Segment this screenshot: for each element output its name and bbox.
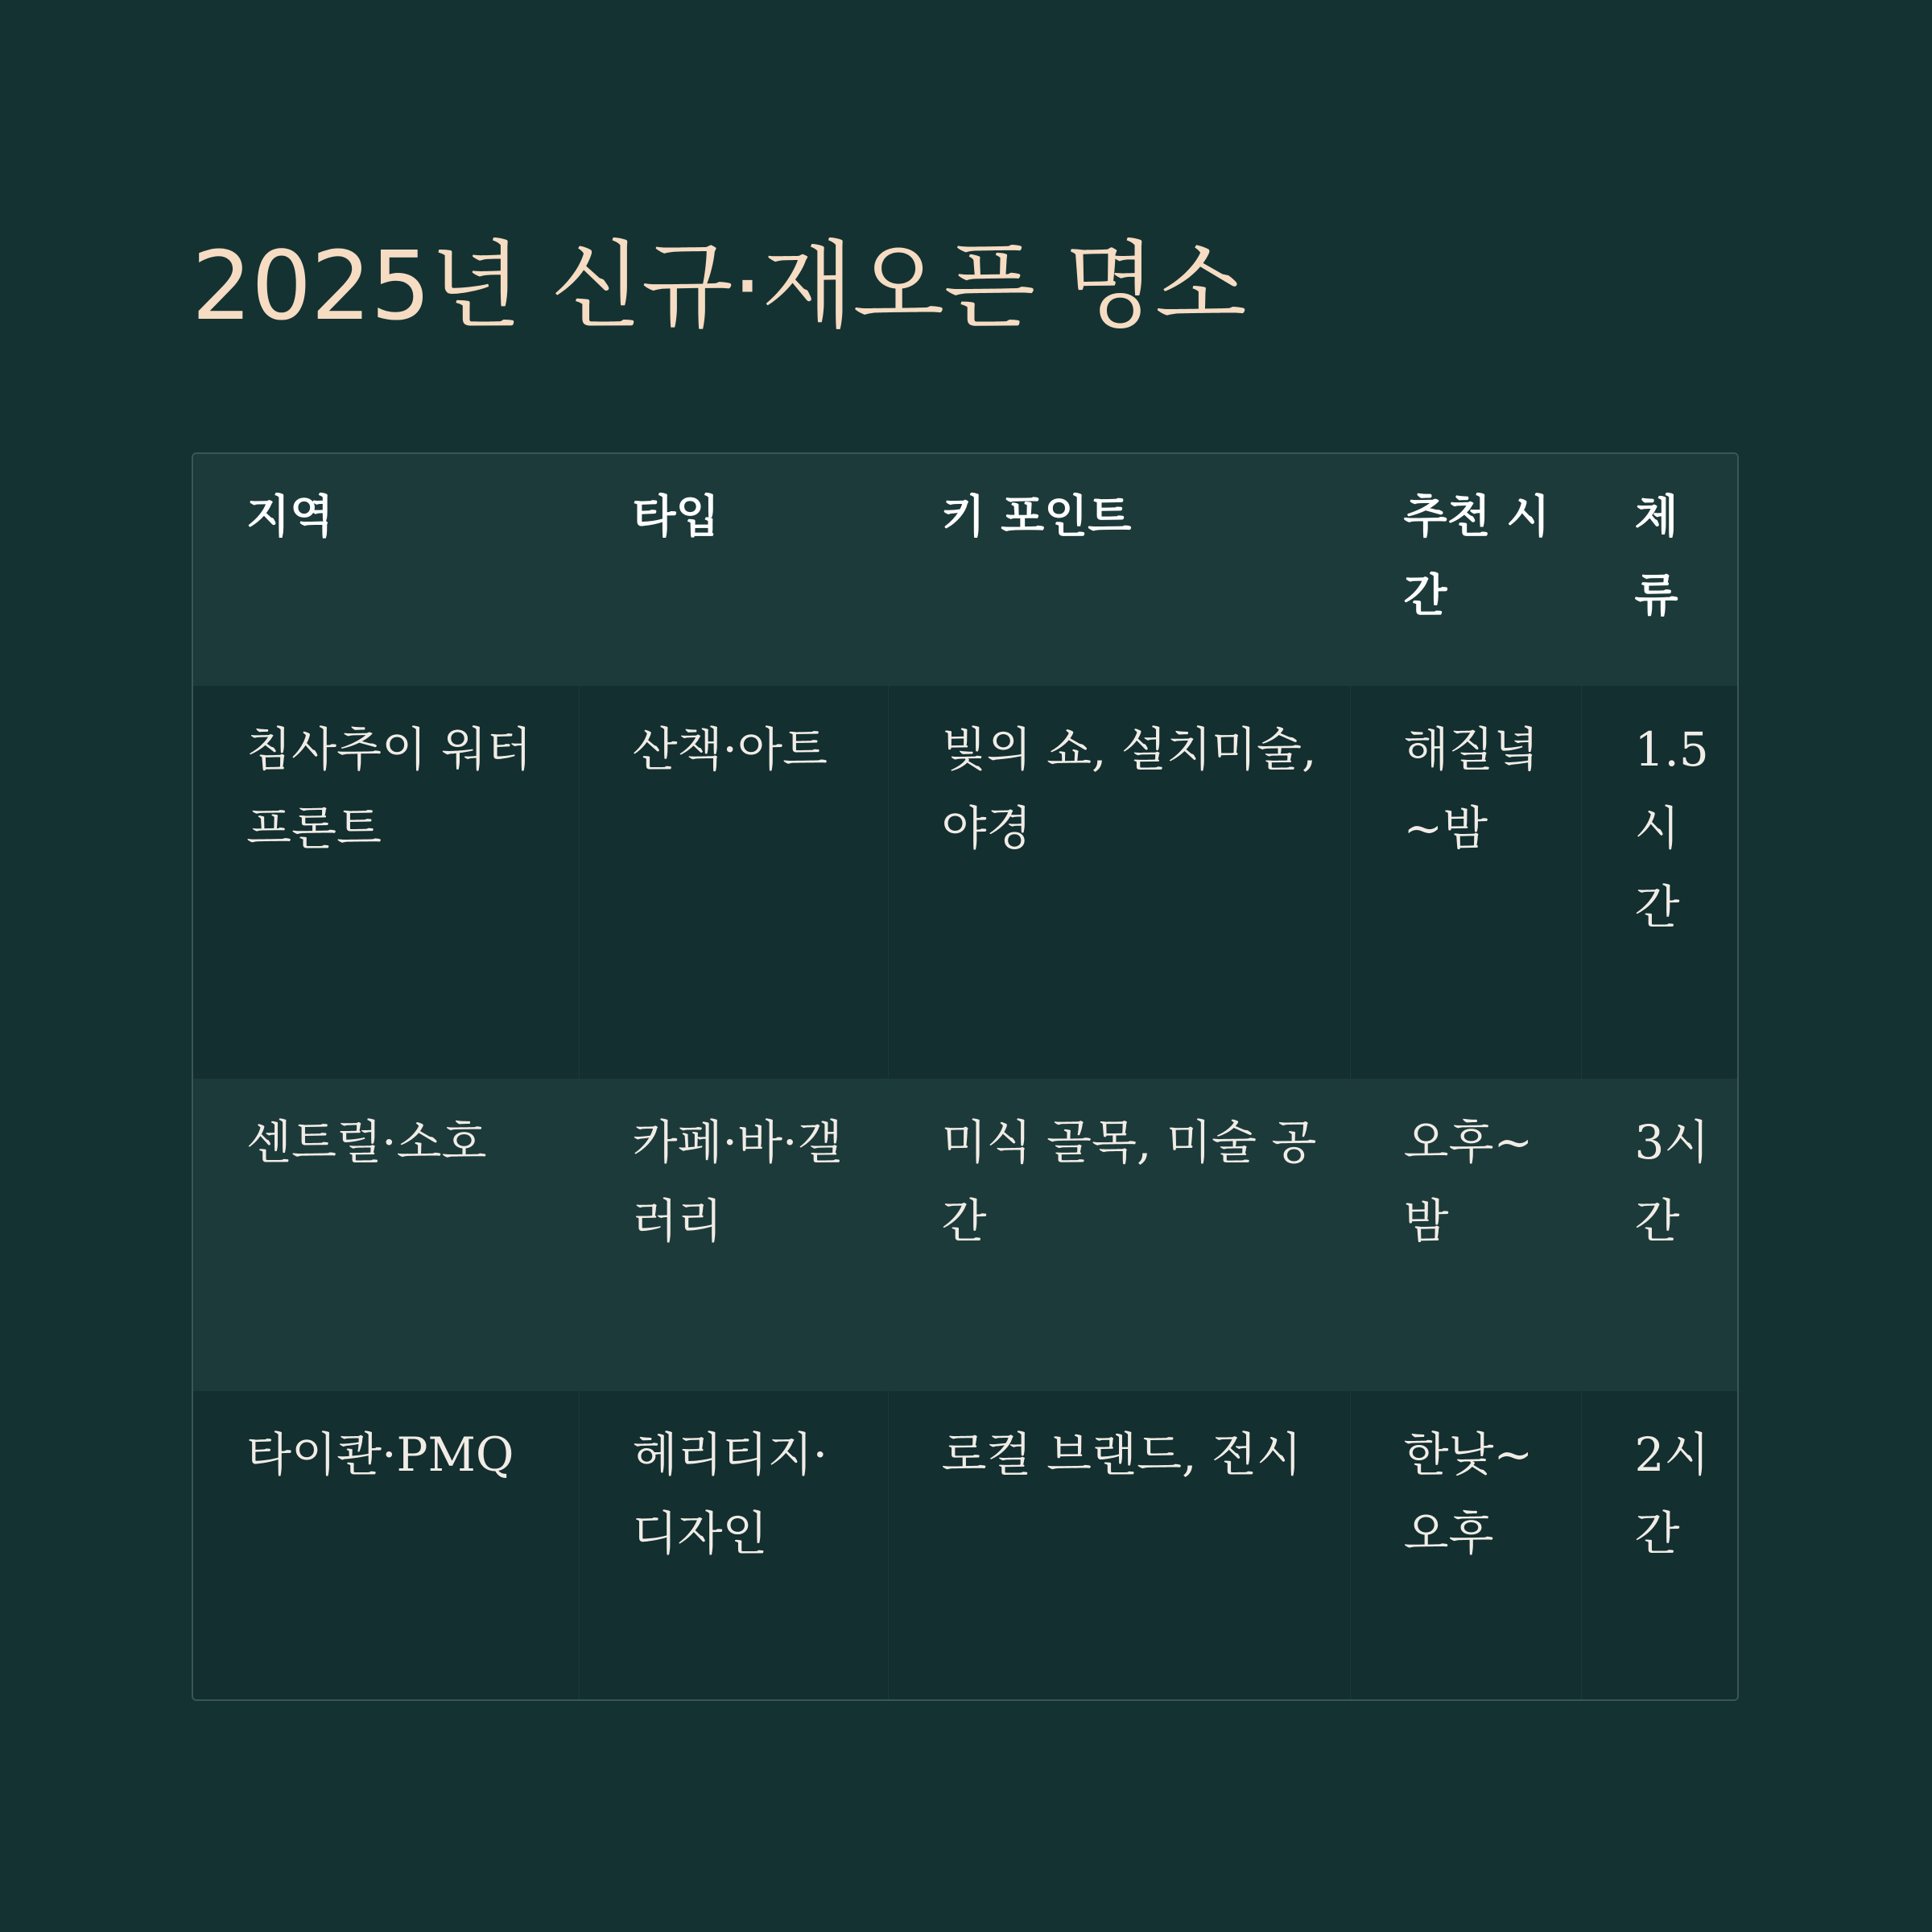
table-row — [193, 1079, 1737, 1391]
cell-region: 센트럴·소호 — [193, 1079, 579, 1391]
cell-recommended-time: 해질녘~밤 — [1350, 686, 1581, 1079]
cell-recommended-time: 오후~밤 — [1350, 1079, 1581, 1391]
header-region: 지역 — [193, 454, 579, 686]
header-stay-duration: 체류 — [1581, 454, 1737, 686]
cell-stay-duration: 1.5시간 — [1581, 686, 1737, 1079]
cell-type: 헤리티지·디자인 — [579, 1391, 888, 1701]
header-recommended-time: 추천 시간 — [1350, 454, 1581, 686]
table-header-row — [193, 454, 1737, 686]
cell-region: 타이콴·PMQ — [193, 1391, 579, 1701]
cell-recommended-time: 한낮~오후 — [1350, 1391, 1581, 1701]
cell-type: 카페·바·갤러리 — [579, 1079, 888, 1391]
cell-key-points: 빛의 쇼, 설치미술, 야경 — [888, 686, 1350, 1079]
cell-type: 산책·아트 — [579, 686, 888, 1079]
header-key-points: 키 포인트 — [888, 454, 1350, 686]
places-table — [192, 452, 1739, 1701]
cell-region: 침사추이 워터프론트 — [193, 686, 579, 1079]
table-row — [193, 1391, 1737, 1701]
header-type: 타입 — [579, 454, 888, 686]
cell-stay-duration: 3시간 — [1581, 1079, 1737, 1391]
table-row — [193, 686, 1737, 1079]
cell-stay-duration: 2시간 — [1581, 1391, 1737, 1701]
cell-key-points: 미식 골목, 미술 공간 — [888, 1079, 1350, 1391]
cell-key-points: 로컬 브랜드, 전시 — [888, 1391, 1350, 1701]
places-table-grid — [193, 454, 1737, 1701]
page-title: 2025년 신규·재오픈 명소 — [192, 230, 1246, 341]
